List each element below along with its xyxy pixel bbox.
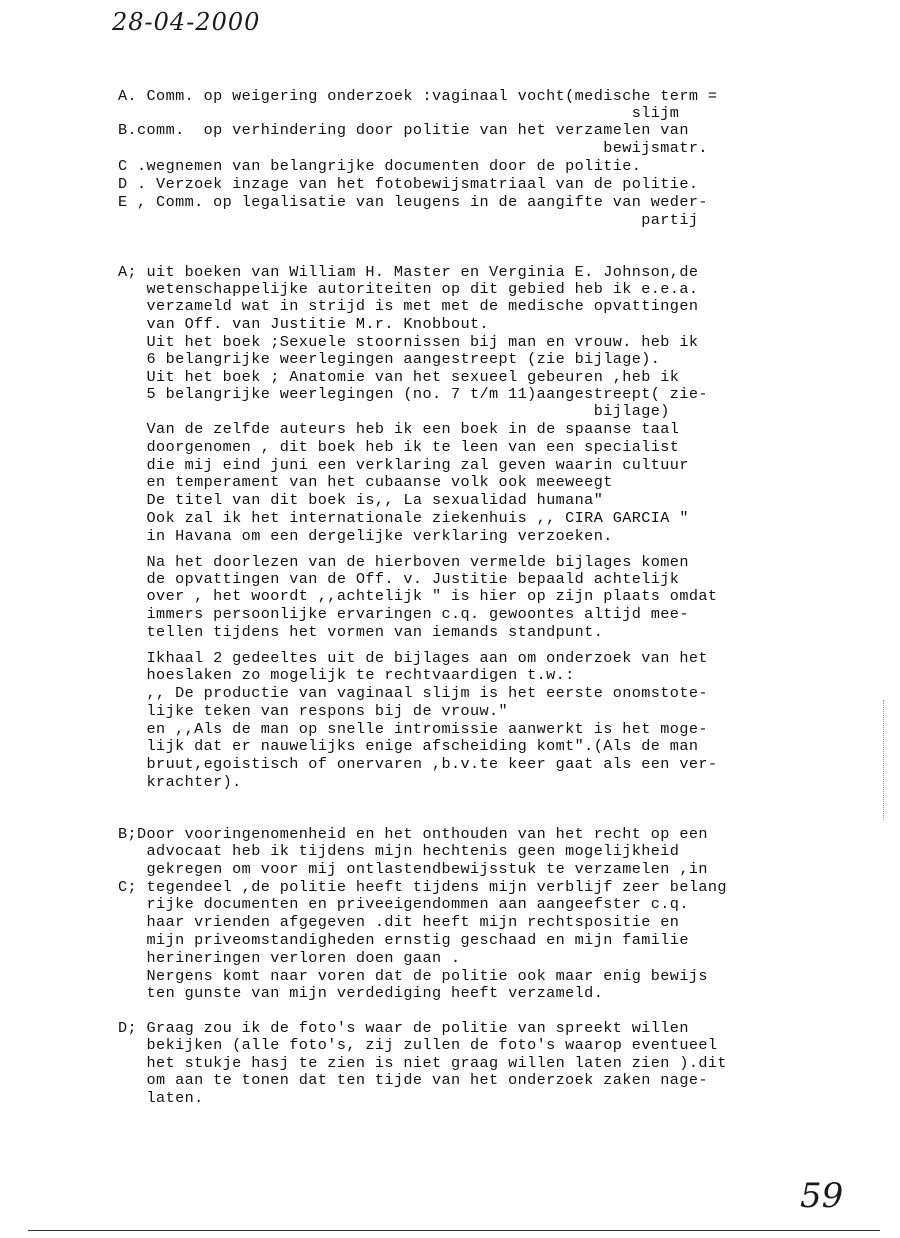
text-line: verzameld wat in strijd is met met de medische opvattingen bbox=[118, 297, 699, 315]
text-line: het stukje hasj te zien is niet graag willen laten zien ).dit bbox=[118, 1054, 727, 1072]
text-line: Van de zelfde auteurs heb ik een boek in de spaanse taal bbox=[118, 420, 680, 438]
text-line: C .wegnemen van belangrijke documenten door de politie. bbox=[118, 157, 642, 175]
text-line: om aan te tonen dat ten tijde van het onderzoek zaken nage- bbox=[118, 1071, 708, 1089]
text-line: bijlage) bbox=[118, 402, 670, 420]
text-line: bewijsmatr. bbox=[118, 139, 708, 157]
text-line: advocaat heb ik tijdens mijn hechtenis geen mogelijkheid bbox=[118, 842, 680, 860]
text-line: die mij eind juni een verklaring zal geven waarin cultuur bbox=[118, 456, 689, 474]
text-line: De titel van dit boek is,, La sexualidad humana" bbox=[118, 491, 604, 509]
text-line: E , Comm. op legalisatie van leugens in de aangifte van weder- bbox=[118, 193, 708, 211]
text-line: mijn priveomstandigheden ernstig geschaad en mijn familie bbox=[118, 931, 689, 949]
text-line: Uit het boek ; Anatomie van het sexueel gebeuren ,heb ik bbox=[118, 368, 680, 386]
text-line: en ,,Als de man op snelle intromissie aanwerkt is het moge- bbox=[118, 720, 708, 738]
text-line: krachter). bbox=[118, 773, 242, 791]
handwritten-date: 28-04-2000 bbox=[112, 8, 261, 36]
text-line: Uit het boek ;Sexuele stoornissen bij man en vrouw. heb ik bbox=[118, 333, 699, 351]
text-line: B.comm. op verhindering door politie van het verzamelen van bbox=[118, 121, 689, 139]
text-line: rijke documenten en priveeigendommen aan aangeefster c.q. bbox=[118, 895, 689, 913]
text-line: in Havana om een dergelijke verklaring verzoeken. bbox=[118, 527, 613, 545]
handwritten-page-number: 59 bbox=[800, 1176, 844, 1216]
text-line: bruut,egoistisch of onervaren ,b.v.te keer gaat als een ver- bbox=[118, 755, 718, 773]
text-line: de opvattingen van de Off. v. Justitie bepaald achtelijk bbox=[118, 570, 680, 588]
text-line: 5 belangrijke weerlegingen (no. 7 t/m 11)aangestreept( zie- bbox=[118, 385, 708, 403]
text-line: laten. bbox=[118, 1089, 204, 1107]
text-line: A; uit boeken van William H. Master en Verginia E. Johnson,de bbox=[118, 263, 699, 281]
text-line: doorgenomen , dit boek heb ik te leen van een specialist bbox=[118, 438, 680, 456]
text-line: ,, De productie van vaginaal slijm is het eerste onomstote- bbox=[118, 684, 708, 702]
text-line: hoeslaken zo mogelijk te rechtvaardigen t.w.: bbox=[118, 666, 575, 684]
text-line: Nergens komt naar voren dat de politie ook maar enig bewijs bbox=[118, 967, 708, 985]
text-line: tellen tijdens het vormen van iemands standpunt. bbox=[118, 623, 604, 641]
text-line: Ikhaal 2 gedeeltes uit de bijlages aan om onderzoek van het bbox=[118, 649, 708, 667]
text-line: wetenschappelijke autoriteiten op dit gebied heb ik e.e.a. bbox=[118, 280, 699, 298]
text-line: van Off. van Justitie M.r. Knobbout. bbox=[118, 315, 490, 333]
text-line: Na het doorlezen van de hierboven vermelde bijlages komen bbox=[118, 553, 689, 571]
text-line: D . Verzoek inzage van het fotobewijsmatriaal van de politie. bbox=[118, 175, 699, 193]
text-line: haar vrienden afgegeven .dit heeft mijn rechtspositie en bbox=[118, 913, 680, 931]
page-bottom-edge bbox=[28, 1230, 880, 1231]
text-line: D; Graag zou ik de foto's waar de politie van spreekt willen bbox=[118, 1019, 689, 1037]
scan-margin-marks bbox=[883, 700, 886, 820]
text-line: B;Door vooringenomenheid en het onthouden van het recht op een bbox=[118, 825, 708, 843]
text-line: herineringen verloren doen gaan . bbox=[118, 949, 461, 967]
text-line: partij bbox=[118, 211, 699, 229]
text-line: Ook zal ik het internationale ziekenhuis ,, CIRA GARCIA " bbox=[118, 509, 689, 527]
text-line: slijm bbox=[118, 104, 680, 122]
text-line: over , het woordt ,,achtelijk " is hier op zijn plaats omdat bbox=[118, 587, 718, 605]
text-line: lijk dat er nauwelijks enige afscheiding komt".(Als de man bbox=[118, 737, 699, 755]
text-line: lijke teken van respons bij de vrouw." bbox=[118, 702, 509, 720]
text-line: bekijken (alle foto's, zij zullen de foto's waarop eventueel bbox=[118, 1036, 718, 1054]
text-line: C; tegendeel ,de politie heeft tijdens mijn verblijf zeer belang bbox=[118, 878, 727, 896]
text-line: en temperament van het cubaanse volk ook meeweegt bbox=[118, 473, 613, 491]
text-line: ten gunste van mijn verdediging heeft verzameld. bbox=[118, 984, 604, 1002]
text-line: A. Comm. op weigering onderzoek :vaginaal vocht(medische term = bbox=[118, 87, 718, 105]
text-line: 6 belangrijke weerlegingen aangestreept (zie bijlage). bbox=[118, 350, 661, 368]
text-line: immers persoonlijke ervaringen c.q. gewoontes altijd mee- bbox=[118, 605, 689, 623]
text-line: gekregen om voor mij ontlastendbewijsstuk te verzamelen ,in bbox=[118, 860, 708, 878]
